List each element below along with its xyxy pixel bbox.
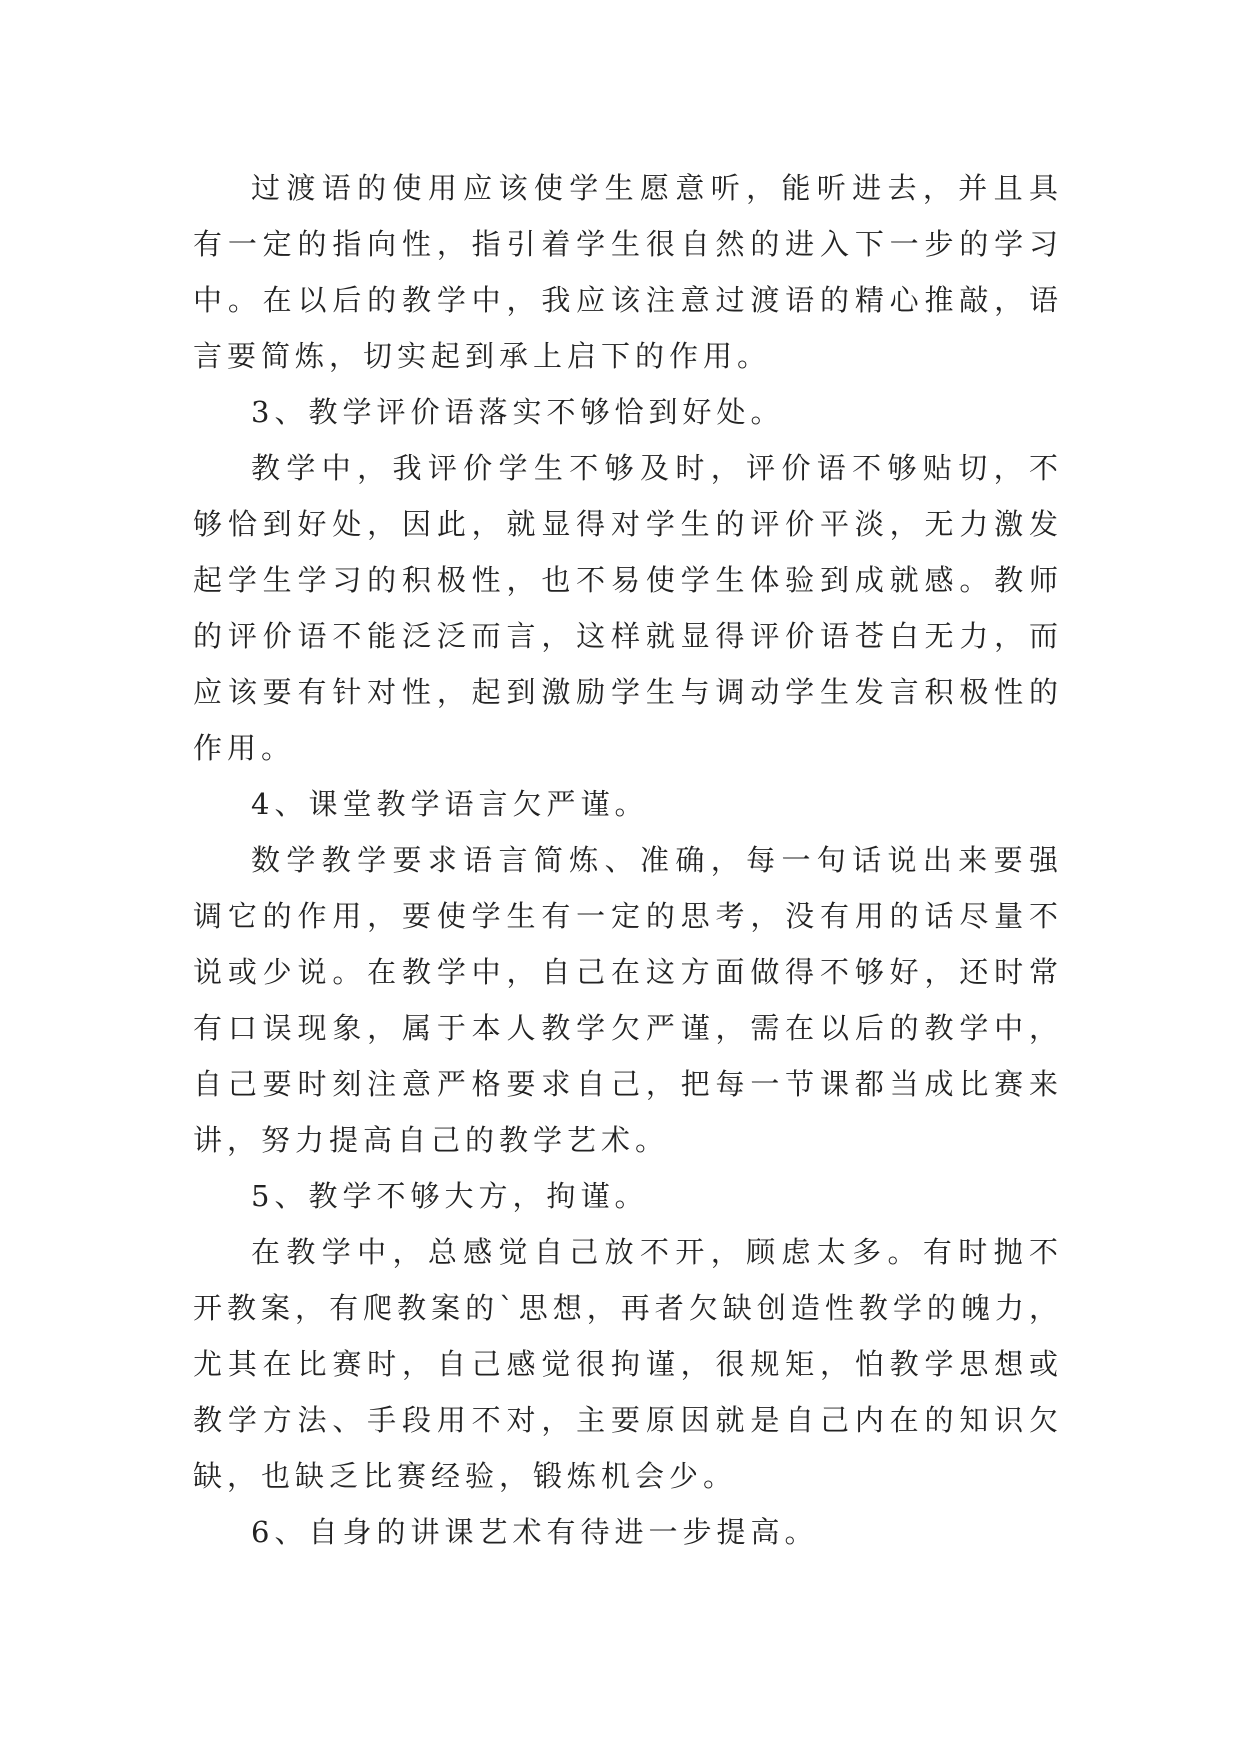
paragraph-teaching-manner: 在教学中，总感觉自己放不开，顾虑太多。有时抛不开教案，有爬教案的`思想，再者欠缺创造性教学的魄力，尤其在比赛时，自己感觉很拘谨，很规矩，怕教学思想或教学方法、手段用不对，主要原因就是自己内在的知识欠缺，也缺乏比赛经验，锻炼机会少。 [193, 1235, 1063, 1493]
document-body [193, 160, 1063, 1560]
paragraph-evaluation-language: 教学中，我评价学生不够及时，评价语不够贴切，不够恰到好处，因此，就显得对学生的评价平淡，无力激发起学生学习的积极性，也不易使学生体验到成就感。教师的评价语不能泛泛而言，这样就显得评价语苍白无力，而应该要有针对性，起到激励学生与调动学生发言积极性的作用。 [193, 451, 1063, 765]
heading-item-6: 6、自身的讲课艺术有待进一步提高。 [251, 1515, 819, 1549]
heading-item-5: 5、教学不够大方，拘谨。 [251, 1179, 649, 1213]
heading-item-3: 3、教学评价语落实不够恰到好处。 [251, 395, 785, 429]
paragraph-teaching-language: 数学教学要求语言简炼、准确，每一句话说出来要强调它的作用，要使学生有一定的思考，没有用的话尽量不说或少说。在教学中，自己在这方面做得不够好，还时常有口误现象，属于本人教学欠严谨，需在以后的教学中，自己要时刻注意严格要求自己，把每一节课都当成比赛来讲，努力提高自己的教学艺术。 [193, 843, 1063, 1157]
heading-item-4: 4、课堂教学语言欠严谨。 [251, 787, 649, 821]
paragraph-transition-language: 过渡语的使用应该使学生愿意听，能听进去，并且具有一定的指向性，指引着学生很自然的进入下一步的学习中。在以后的教学中，我应该注意过渡语的精心推敲，语言要简炼，切实起到承上启下的作用。 [193, 171, 1063, 373]
